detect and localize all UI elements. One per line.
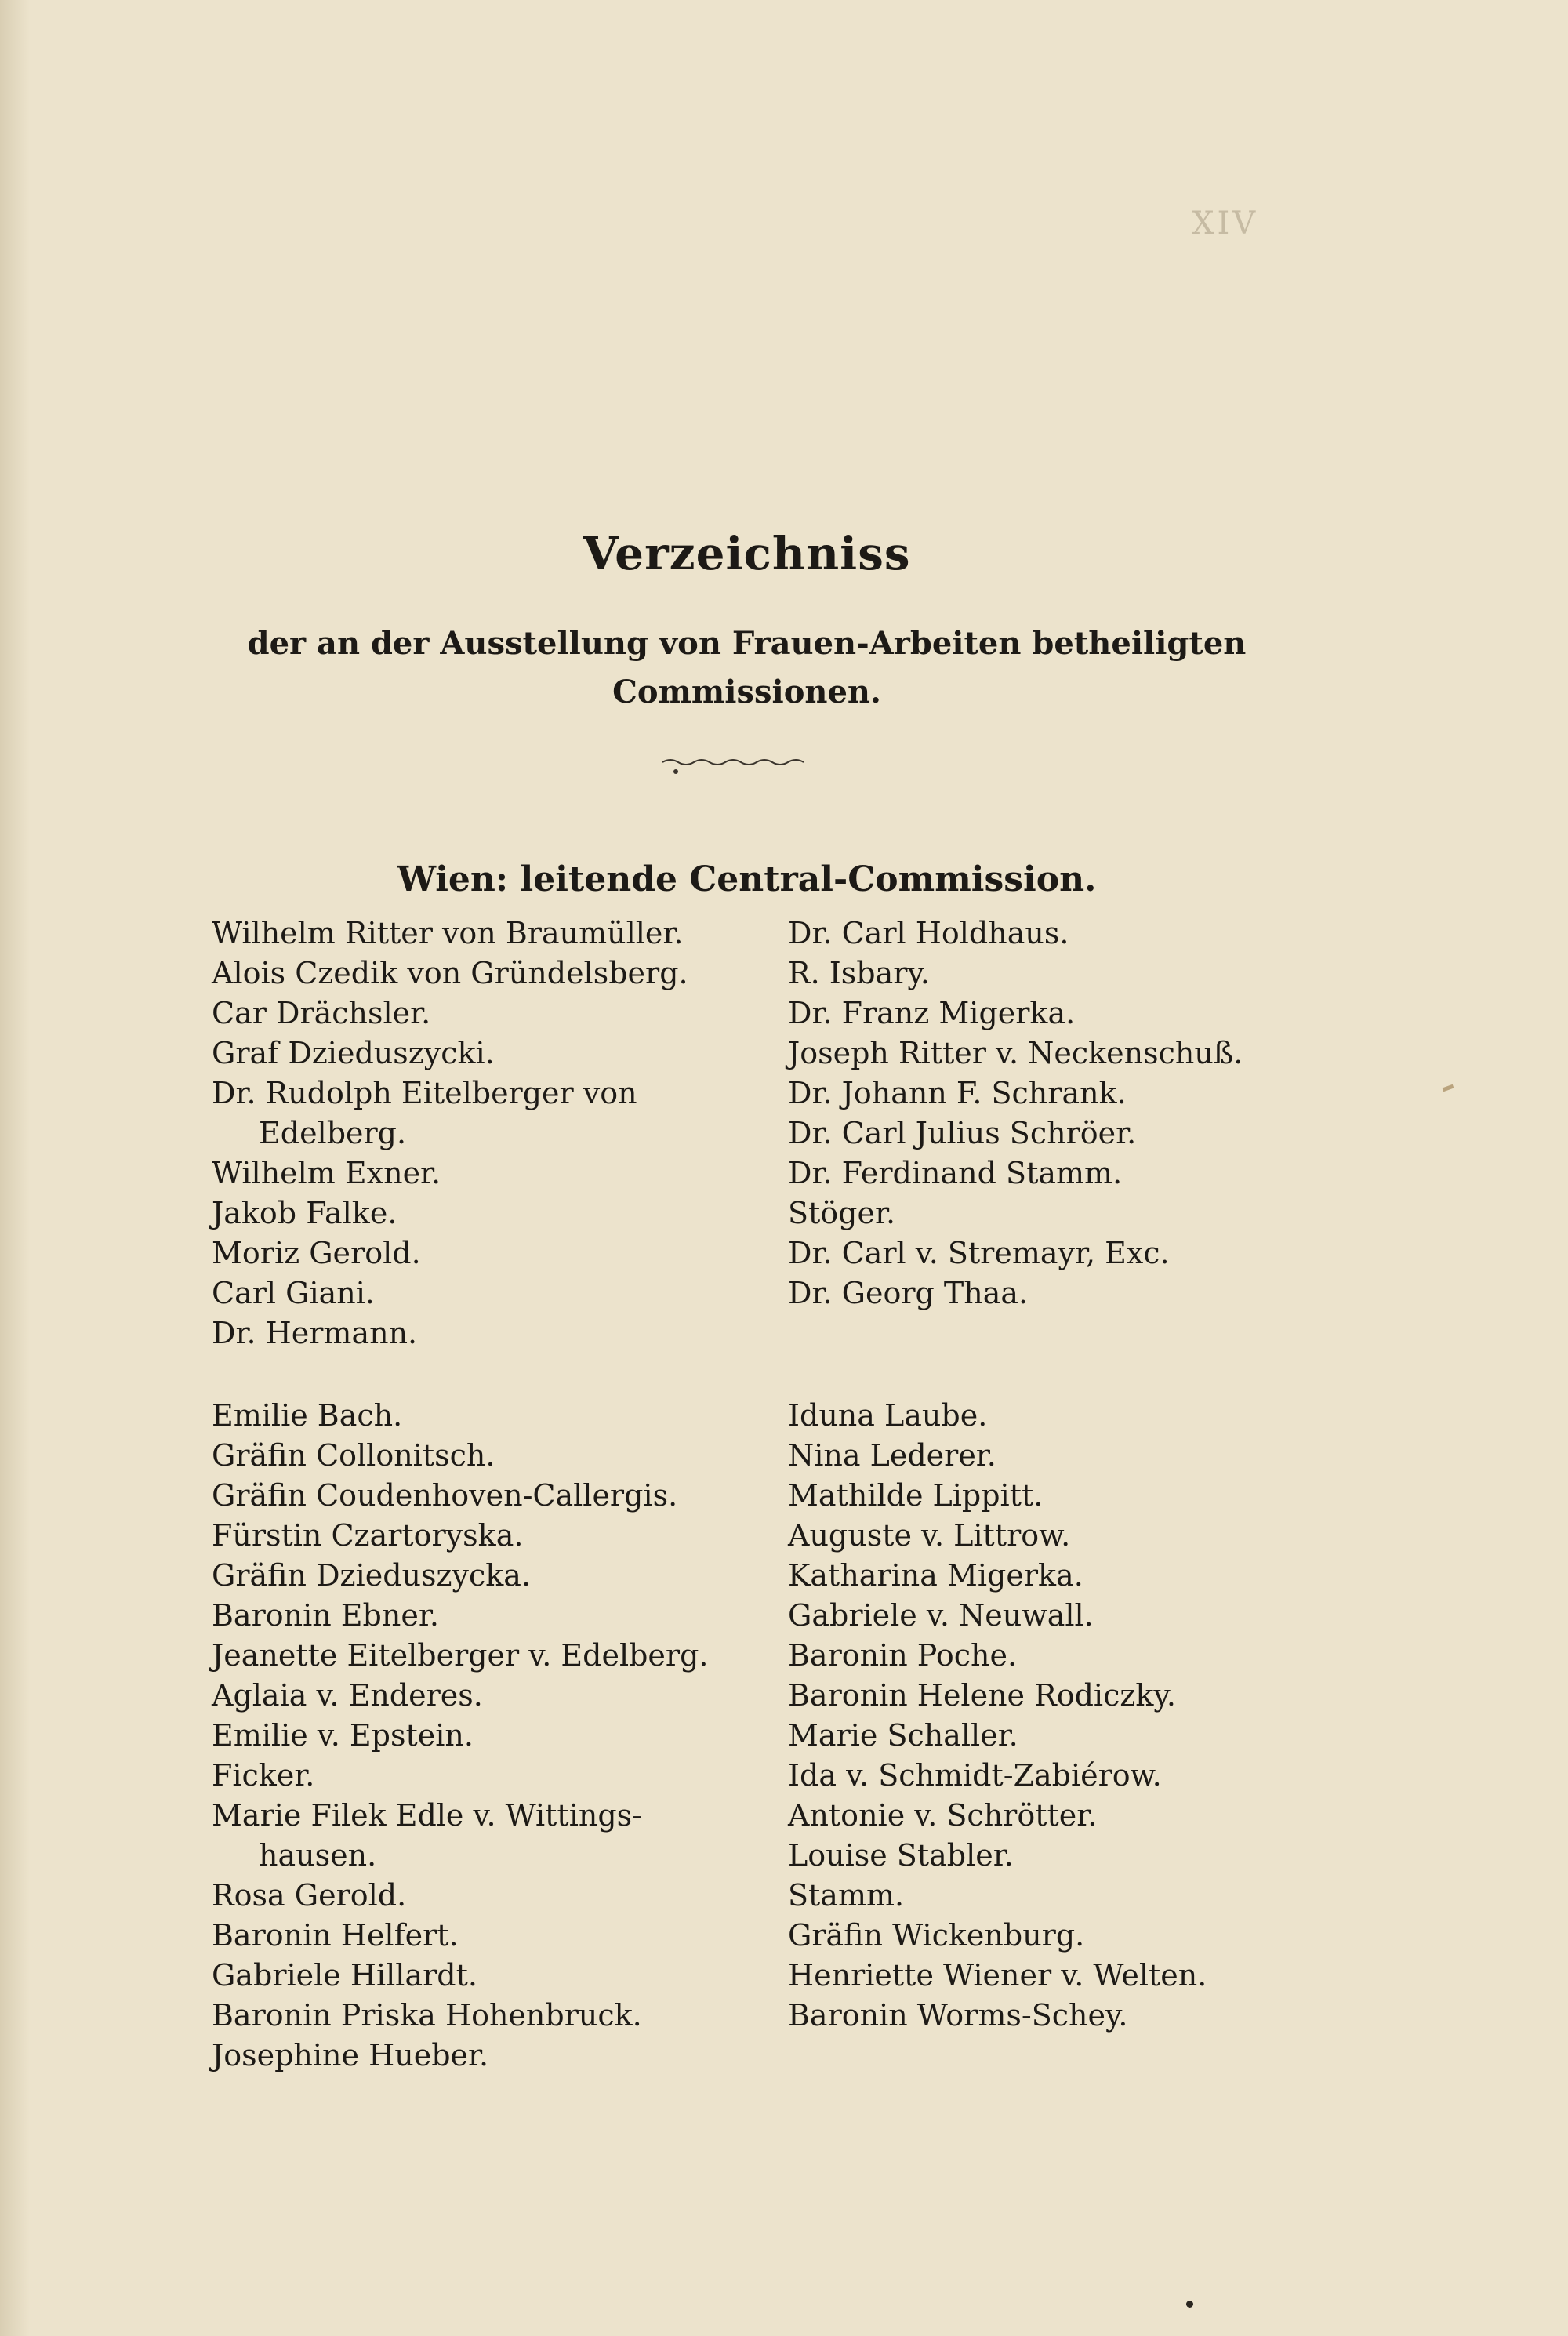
list-item: Josephine Hueber. bbox=[212, 2038, 489, 2073]
list-item: Fürstin Czartoryska. bbox=[212, 1518, 524, 1553]
list-item: Jakob Falke. bbox=[212, 1196, 397, 1230]
list-item: hausen. bbox=[259, 1838, 377, 1873]
decorative-rule bbox=[659, 754, 808, 778]
list-item: Iduna Laube. bbox=[788, 1398, 988, 1433]
list-item: Dr. Franz Migerka. bbox=[788, 996, 1076, 1030]
men-column-right bbox=[788, 914, 1243, 1313]
list-item: Wilhelm Ritter von Braumüller. bbox=[212, 916, 684, 950]
list-item: Car Drächsler. bbox=[212, 996, 431, 1030]
list-item: Dr. Carl Holdhaus. bbox=[788, 916, 1069, 950]
list-item: Gräfin Collonitsch. bbox=[212, 1438, 495, 1473]
list-item: Gräfin Dzieduszycka. bbox=[212, 1558, 532, 1593]
list-item: Dr. Rudolph Eitelberger von bbox=[212, 1076, 637, 1110]
list-item: Alois Czedik von Gründelsberg. bbox=[212, 956, 688, 990]
list-item: Wilhelm Exner. bbox=[212, 1156, 441, 1190]
list-item: Baronin Helene Rodiczky. bbox=[788, 1678, 1176, 1713]
list-item: Marie Schaller. bbox=[788, 1718, 1018, 1753]
section-heading: Wien: leitende Central-Commission. bbox=[397, 859, 1097, 899]
list-item: Gräfin Coudenhoven-Callergis. bbox=[212, 1478, 678, 1513]
list-item: Carl Giani. bbox=[212, 1276, 375, 1310]
page-subtitle bbox=[0, 619, 1494, 717]
subtitle-line-2: Commissionen. bbox=[612, 674, 881, 710]
list-item: Rosa Gerold. bbox=[212, 1878, 407, 1913]
list-item: Nina Lederer. bbox=[788, 1438, 996, 1473]
ink-dot bbox=[1186, 2301, 1193, 2308]
list-item: Dr. Carl v. Stremayr, Exc. bbox=[788, 1236, 1170, 1270]
list-item: Gräfin Wickenburg. bbox=[788, 1918, 1085, 1953]
list-item: Marie Filek Edle v. Wittings- bbox=[212, 1798, 642, 1833]
men-column-left bbox=[212, 914, 688, 1353]
list-item: Ficker. bbox=[212, 1758, 315, 1793]
list-item: Baronin Ebner. bbox=[212, 1598, 439, 1633]
paper-mark bbox=[1443, 1084, 1454, 1092]
list-item: Graf Dzieduszycki. bbox=[212, 1036, 495, 1070]
women-column-right bbox=[788, 1396, 1207, 2036]
list-item: Katharina Migerka. bbox=[788, 1558, 1083, 1593]
list-item: Joseph Ritter v. Neckenschuß. bbox=[788, 1036, 1243, 1070]
list-item: Mathilde Lippitt. bbox=[788, 1478, 1044, 1513]
list-item: Moriz Gerold. bbox=[212, 1236, 421, 1270]
list-item: Stamm. bbox=[788, 1878, 905, 1913]
list-item: Stöger. bbox=[788, 1196, 896, 1230]
page-gutter-shadow bbox=[0, 0, 30, 2336]
list-item: Dr. Georg Thaa. bbox=[788, 1276, 1029, 1310]
list-item: Baronin Poche. bbox=[788, 1638, 1018, 1673]
list-item: Baronin Helfert. bbox=[212, 1918, 459, 1953]
women-column-left bbox=[212, 1396, 709, 2076]
list-item: Aglaia v. Enderes. bbox=[212, 1678, 483, 1713]
list-item: Gabriele Hillardt. bbox=[212, 1958, 477, 1993]
list-item: Dr. Hermann. bbox=[212, 1316, 418, 1350]
list-item: Gabriele v. Neuwall. bbox=[788, 1598, 1094, 1633]
list-item: Dr. Ferdinand Stamm. bbox=[788, 1156, 1123, 1190]
list-item: Emilie v. Epstein. bbox=[212, 1718, 474, 1753]
list-item: R. Isbary. bbox=[788, 956, 930, 990]
list-item: Dr. Carl Julius Schröer. bbox=[788, 1116, 1137, 1150]
list-item: Edelberg. bbox=[259, 1116, 407, 1150]
list-item: Louise Stabler. bbox=[788, 1838, 1014, 1873]
list-item: Baronin Worms-Schey. bbox=[788, 1998, 1128, 2033]
subtitle-line-1: der an der Ausstellung von Frauen-Arbeiten betheiligten bbox=[247, 625, 1247, 662]
list-item: Auguste v. Littrow. bbox=[788, 1518, 1071, 1553]
list-item: Henriette Wiener v. Welten. bbox=[788, 1958, 1207, 1993]
list-item: Ida v. Schmidt-Zabiérow. bbox=[788, 1758, 1162, 1793]
list-item: Emilie Bach. bbox=[212, 1398, 403, 1433]
list-item: Dr. Johann F. Schrank. bbox=[788, 1076, 1127, 1110]
list-item: Jeanette Eitelberger v. Edelberg. bbox=[212, 1638, 709, 1673]
page-number: XIV bbox=[1192, 205, 1259, 242]
page-title: Verzeichniss bbox=[583, 527, 911, 580]
list-item: Baronin Priska Hohenbruck. bbox=[212, 1998, 642, 2033]
list-item: Antonie v. Schrötter. bbox=[788, 1798, 1098, 1833]
